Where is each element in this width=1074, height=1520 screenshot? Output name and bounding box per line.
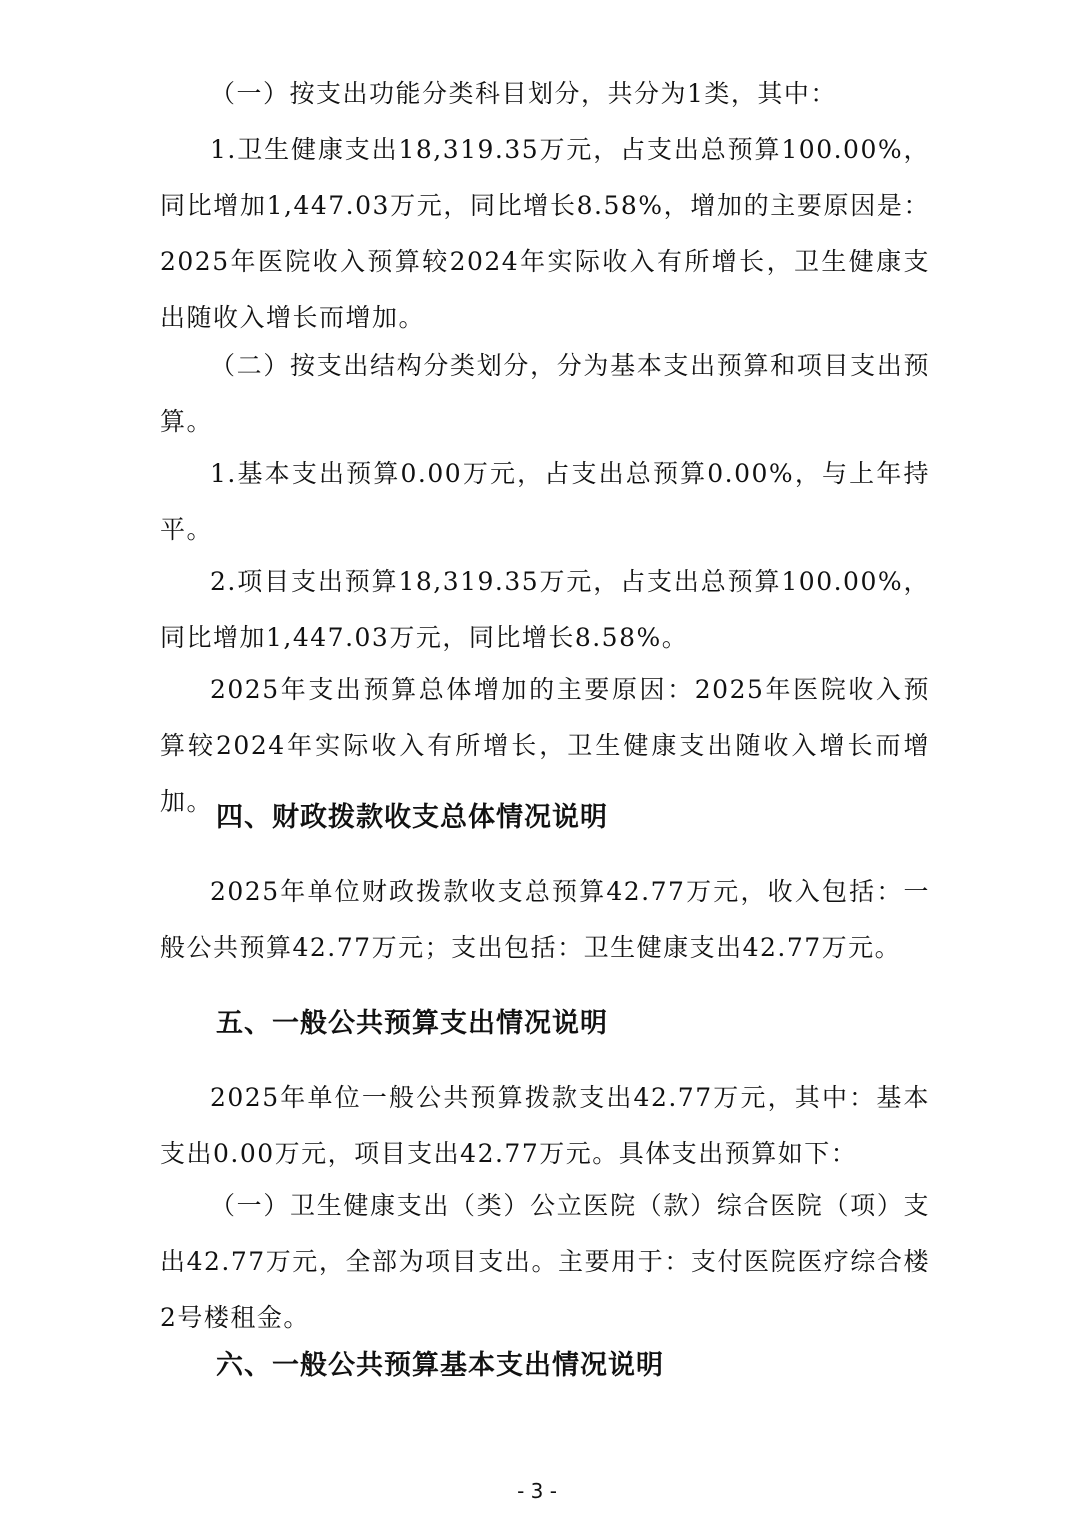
- paragraph-health-expenditure: 1.卫生健康支出18,319.35万元，占支出总预算100.00%，同比增加1,447.03万元，同比增长8.58%，增加的主要原因是：2025年医院收入预算较2024年实际收入有所增长，卫生健康支出随收入增长而增加。: [160, 135, 930, 332]
- section-heading-6: 六、一般公共预算基本支出情况说明: [216, 1350, 664, 1381]
- section-heading-5: 五、一般公共预算支出情况说明: [216, 1008, 608, 1039]
- paragraph-basic-expenditure: 1.基本支出预算0.00万元，占支出总预算0.00%，与上年持平。: [160, 459, 930, 544]
- paragraph-increase-reason: 2025年支出预算总体增加的主要原因：2025年医院收入预算较2024年实际收入有所增长，卫生健康支出随收入增长而增加。: [160, 675, 930, 816]
- paragraph-health-category-detail: （一）卫生健康支出（类）公立医院（款）综合医院（项）支出42.77万元，全部为项目支出。主要用于：支付医院医疗综合楼2号楼租金。: [160, 1191, 930, 1332]
- page-number: - 3 -: [517, 1479, 557, 1503]
- paragraph-fiscal-appropriation: 2025年单位财政拨款收支总预算42.77万元，收入包括：一般公共预算42.77万元；支出包括：卫生健康支出42.77万元。: [160, 877, 930, 962]
- section-heading-4: 四、财政拨款收支总体情况说明: [216, 802, 608, 833]
- paragraph-functional-classification: （一）按支出功能分类科目划分，共分为1类，其中：: [210, 79, 837, 108]
- paragraph-project-expenditure: 2.项目支出预算18,319.35万元，占支出总预算100.00%，同比增加1,447.03万元，同比增长8.58%。: [160, 567, 930, 652]
- paragraph-structural-classification: （二）按支出结构分类划分，分为基本支出预算和项目支出预算。: [160, 351, 930, 436]
- paragraph-general-public-budget: 2025年单位一般公共预算拨款支出42.77万元，其中：基本支出0.00万元，项目支出42.77万元。具体支出预算如下：: [160, 1083, 930, 1168]
